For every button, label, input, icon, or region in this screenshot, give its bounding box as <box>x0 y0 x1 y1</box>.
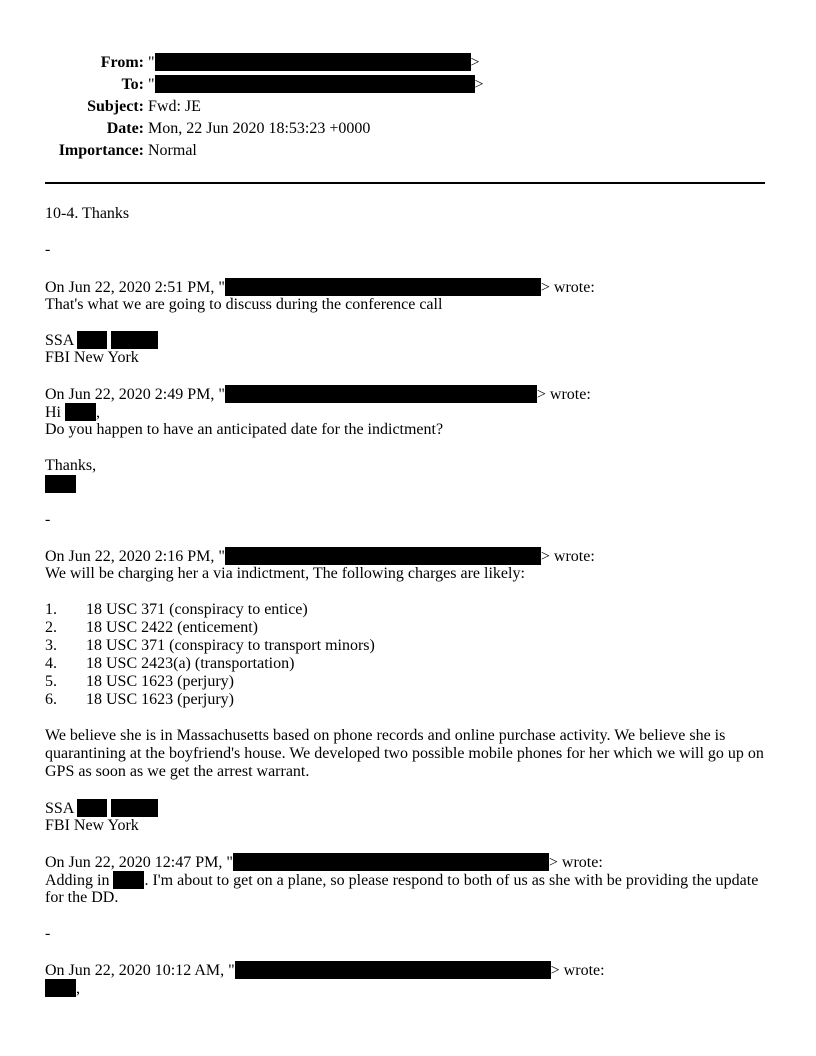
to-value: " > <box>148 76 484 93</box>
to-label: To: <box>121 76 144 93</box>
separator-dash: - <box>45 925 51 942</box>
importance-value: Normal <box>148 142 197 159</box>
greeting: , <box>45 979 80 997</box>
redaction-bar <box>155 53 471 71</box>
redaction-bar <box>235 961 551 979</box>
greeting: Hi , <box>45 404 100 421</box>
closing: Thanks, <box>45 457 97 474</box>
date-row <box>0 119 371 139</box>
message-paragraph: We believe she is in Massachusetts based on phone records and online purchase activity. We believe she is quarantining at the boyfriend's house. We developed two possible mobile phones for her which we will go up on GPS as soon as we get the arrest warrant. <box>45 727 764 780</box>
from-label: From: <box>100 54 144 71</box>
subject-row <box>0 97 300 117</box>
from-value: " > <box>148 54 480 71</box>
redaction-bar <box>225 547 541 565</box>
charge-item: 4. 18 USC 2423(a) (transportation) <box>45 655 295 672</box>
to-row <box>0 75 484 95</box>
redaction-bar <box>225 385 537 403</box>
message-text: That's what we are going to discuss during the conference call <box>45 296 443 313</box>
redaction-bar <box>113 871 144 889</box>
redaction-bar <box>111 799 158 817</box>
redaction-bar <box>155 75 475 93</box>
signature-office: FBI New York <box>45 349 139 366</box>
quoted-header-5: On Jun 22, 2020 10:12 AM, " > wrote: <box>45 962 605 979</box>
redaction-bar <box>45 979 76 997</box>
message-text: for the DD. <box>45 889 119 906</box>
subject-label: Subject: <box>87 98 144 115</box>
charge-item: 3. 18 USC 371 (conspiracy to transport minors) <box>45 637 375 654</box>
redaction-bar <box>77 331 107 349</box>
quoted-header-1: On Jun 22, 2020 2:51 PM, " > wrote: <box>45 279 595 296</box>
importance-row <box>0 141 300 161</box>
reply-text: 10-4. Thanks <box>45 205 130 222</box>
redaction-bar <box>225 278 541 296</box>
quoted-header-2: On Jun 22, 2020 2:49 PM, " > wrote: <box>45 386 591 403</box>
date-label: Date: <box>106 120 144 137</box>
redaction-bar <box>77 799 107 817</box>
signature-office: FBI New York <box>45 817 139 834</box>
charge-item: 6. 18 USC 1623 (perjury) <box>45 691 234 708</box>
message-text: Do you happen to have an anticipated date for the indictment? <box>45 421 444 438</box>
header-divider <box>45 182 765 184</box>
quoted-header-4: On Jun 22, 2020 12:47 PM, " > wrote: <box>45 854 603 871</box>
quoted-header-3: On Jun 22, 2020 2:16 PM, " > wrote: <box>45 548 595 565</box>
charge-item: 1. 18 USC 371 (conspiracy to entice) <box>45 601 308 618</box>
subject-value: Fwd: JE <box>148 98 201 115</box>
from-row <box>0 53 480 73</box>
charge-item: 2. 18 USC 2422 (enticement) <box>45 619 258 636</box>
separator-dash: - <box>45 511 51 528</box>
date-value: Mon, 22 Jun 2020 18:53:23 +0000 <box>148 120 371 137</box>
charge-item: 5. 18 USC 1623 (perjury) <box>45 673 234 690</box>
message-text: Adding in . I'm about to get on a plane, so please respond to both of us as she with be providing the update <box>45 872 759 889</box>
redaction-bar <box>45 475 76 493</box>
signature-title: SSA <box>45 799 158 817</box>
redaction-bar <box>65 403 96 421</box>
signature-redacted <box>45 475 76 493</box>
separator-dash: - <box>45 241 51 258</box>
importance-label: Importance: <box>58 142 144 159</box>
signature-title: SSA <box>45 331 158 349</box>
redaction-bar <box>233 853 549 871</box>
redaction-bar <box>111 331 158 349</box>
message-text: We will be charging her a via indictment, The following charges are likely: <box>45 565 525 582</box>
